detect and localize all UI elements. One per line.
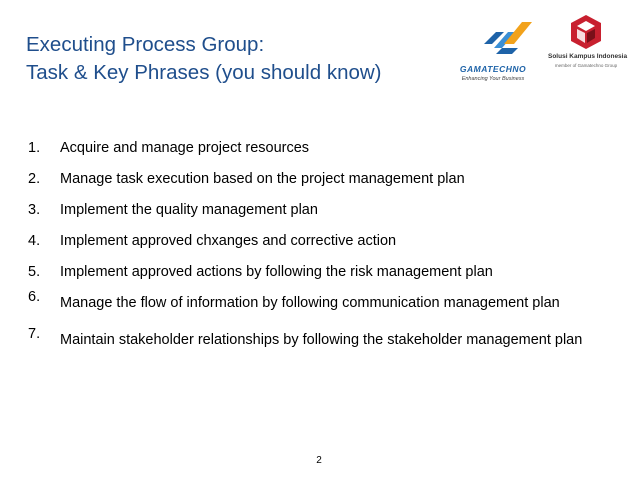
item-number: 6. (28, 289, 41, 305)
item-text: Maintain stakeholder relationships by following the stakeholder management plan (60, 332, 583, 348)
item-number: 1. (28, 140, 41, 156)
list-item (28, 171, 618, 188)
item-number: 7. (28, 326, 41, 342)
ski-member-text: member of Gamatechno Group (554, 63, 618, 68)
page-number: 2 (316, 455, 322, 466)
item-text: Implement approved chxanges and corrective action (60, 233, 397, 249)
item-number: 3. (28, 202, 41, 218)
title-line-2: Task & Key Phrases (you should know) (26, 61, 382, 84)
list-item (28, 264, 618, 281)
item-text: Implement approved actions by following the risk management plan (60, 264, 493, 280)
item-text: Manage task execution based on the project management plan (60, 171, 465, 187)
gamatechno-tagline: Enhancing Your Business (461, 76, 525, 82)
gamatechno-mark-icon (438, 18, 548, 64)
title-line-1: Executing Process Group: (26, 33, 265, 56)
item-text: Manage the flow of information by following communication management plan (60, 295, 560, 311)
list-item (28, 289, 618, 318)
list-item (28, 233, 618, 250)
ski-cube-icon (548, 12, 624, 52)
logo-area (438, 12, 628, 98)
slide-title (26, 31, 382, 87)
gamatechno-logo (438, 18, 548, 88)
task-list (28, 140, 618, 369)
ski-logo (548, 12, 628, 98)
item-text: Implement the quality management plan (60, 202, 318, 218)
gamatechno-name: GAMATECHNO (459, 64, 527, 74)
ski-name: Solusi Kampus Indonesia (548, 53, 628, 60)
item-number: 2. (28, 171, 41, 187)
list-item (28, 326, 618, 355)
list-item (28, 140, 618, 157)
item-number: 4. (28, 233, 41, 249)
item-number: 5. (28, 264, 41, 280)
item-text: Acquire and manage project resources (60, 140, 310, 156)
list-item (28, 202, 618, 219)
